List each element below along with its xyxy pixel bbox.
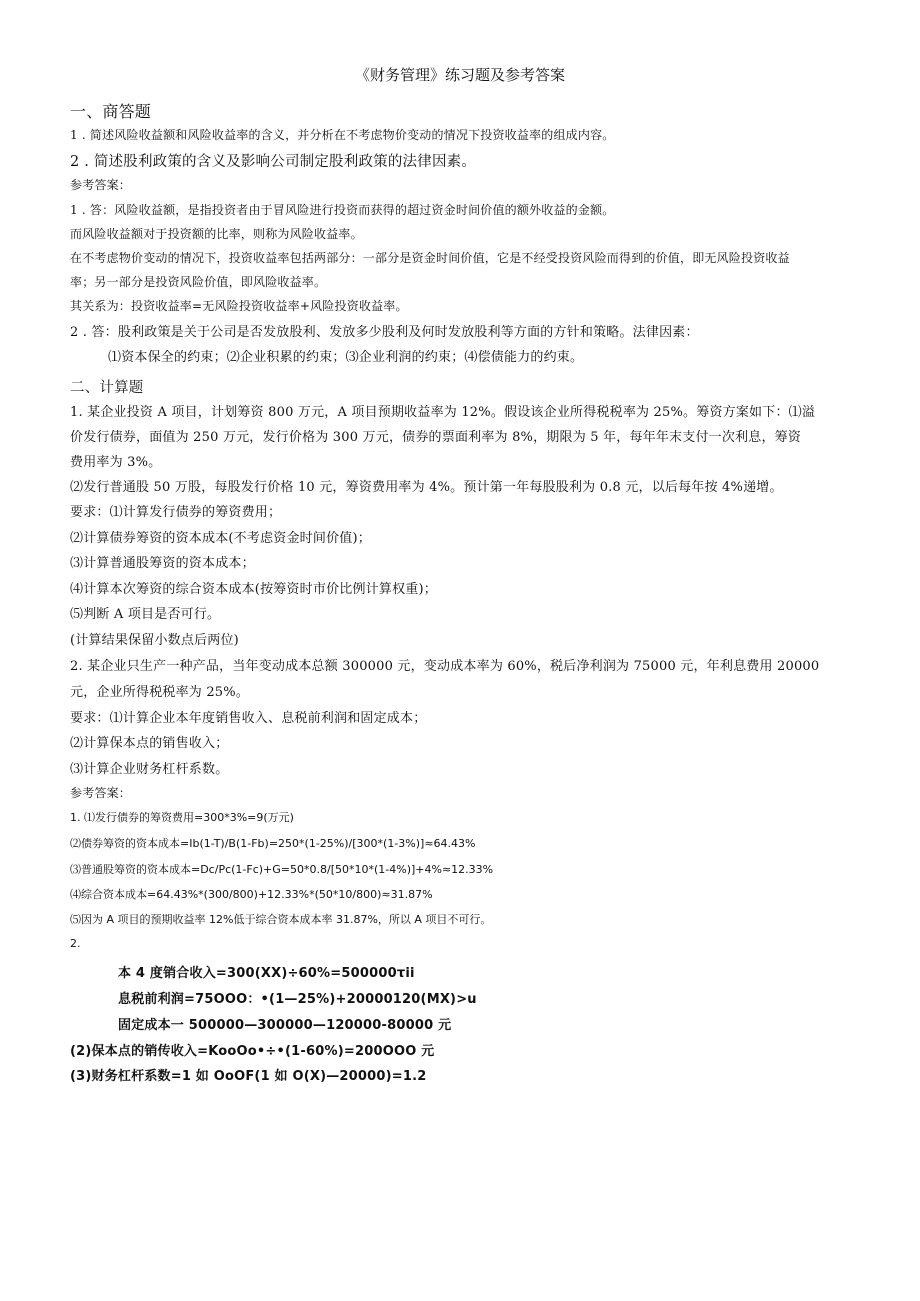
- document-title: 《财务管理》练习题及参考答案: [354, 66, 565, 84]
- section-heading-short-answer: 一、商答题: [70, 102, 152, 121]
- answer-1-line-2: 而风险收益额对于投资额的比率，则称为风险收益率。: [70, 227, 363, 241]
- problem-1-requirement-5: ⑸判断 A 项目是否可行。: [70, 607, 221, 622]
- reference-answer-label: 参考答案：: [70, 178, 132, 192]
- problem-1-line-4: ⑵发行普通股 50 万股，每股发行价格 10 元，筹资费用率为 4%。预计第一年每股股利为 0.8 元，以后每年按 4%递增。: [70, 480, 783, 495]
- calc-detail-fixed-cost: 固定成本一 500000—300000—120000-80000 元: [118, 1018, 452, 1033]
- problem-1-requirement-1: 要求：⑴计算发行债券的筹资费用；: [70, 505, 282, 520]
- calc-answer-1: 1. ⑴发行债券的筹资费用=300*3%=9(万元): [70, 811, 294, 824]
- calc-detail-ebit: 息税前利润=75OOO：•(1—25%)+20000120(MX)>u: [118, 992, 477, 1007]
- calc-detail-breakeven: (2)保本点的销传收入=KooOo•÷•(1-60%)=200OOO 元: [70, 1044, 435, 1059]
- problem-2-requirement-3: ⑶计算企业财务杠杆系数。: [70, 762, 229, 777]
- problem-2-line-2: 元，企业所得税税率为 25%。: [70, 685, 250, 700]
- calc-answer-5: ⑸因为 A 项目的预期收益率 12%低于综合资本成本率 31.87%，所以 A 项目不可行。: [70, 913, 492, 926]
- calc-answer-2-label: 2.: [70, 937, 81, 950]
- section-heading-calculation: 二、计算题: [70, 380, 144, 396]
- problem-1-line-1: 1. 某企业投资 A 项目，计划筹资 800 万元，A 项目预期收益率为 12%。假设该企业所得税税率为 25%。筹资方案如下：⑴溢: [70, 405, 816, 420]
- problem-2-requirement-2: ⑵计算保本点的销售收入；: [70, 736, 229, 751]
- calc-answer-2: ⑵债券筹资的资本成本=Ib(1-T)/B(1-Fb)=250*(1-25%)/[300*(1-3%)]≈64.43%: [70, 837, 476, 850]
- answer-2-line-2: ⑴资本保全的约束；⑵企业积累的约束；⑶企业利润的约束；⑷偿债能力的约束。: [108, 350, 584, 365]
- problem-1-requirement-3: ⑶计算普通股筹资的资本成本；: [70, 556, 255, 571]
- answer-1-line-3: 在不考虑物价变动的情况下，投资收益率包括两部分：一部分是资金时间价值，它是不经受投资风险而得到的价值，即无风险投资收益: [70, 251, 790, 265]
- problem-1-line-3: 费用率为 3%。: [70, 455, 162, 470]
- problem-1-requirement-2: ⑵计算债券筹资的资本成本(不考虑资金时间价值)；: [70, 531, 371, 546]
- reference-answer-label-2: 参考答案：: [70, 786, 132, 800]
- answer-1-line-5: 其关系为：投资收益率=无风险投资收益率+风险投资收益率。: [70, 299, 408, 313]
- problem-2-line-1: 2. 某企业只生产一种产品，当年变动成本总额 300000 元，变动成本率为 60%，税后净利润为 75000 元，年利息费用 20000: [70, 659, 820, 674]
- question-2: 2 . 简述股利政策的含义及影响公司制定股利政策的法律因素。: [70, 154, 477, 170]
- calc-detail-financial-leverage: (3)财务杠杆系数=1 如 OoOF(1 如 O(X)—20000)=1.2: [70, 1069, 427, 1084]
- calc-answer-4: ⑷综合资本成本=64.43%*(300/800)+12.33%*(50*10/800)≈31.87%: [70, 888, 433, 901]
- problem-2-requirement-1: 要求：⑴计算企业本年度销售收入、息税前利润和固定成本；: [70, 711, 427, 726]
- answer-1-line-4: 率；另一部分是投资风险价值，即风险收益率。: [70, 275, 327, 289]
- problem-1-requirement-4: ⑷计算本次筹资的综合资本成本(按筹资时市价比例计算权重)；: [70, 582, 437, 597]
- answer-1-line-1: 1 . 答：风险收益额，是指投资者由于冒风险进行投资而获得的超过资金时间价值的额外收益的金额。: [70, 203, 615, 217]
- problem-1-line-2: 价发行债券，面值为 250 万元，发行价格为 300 万元，债券的票面利率为 8%，期限为 5 年，每年年末支付一次利息，筹资: [70, 430, 802, 445]
- answer-2-line-1: 2 . 答：股利政策是关于公司是否发放股利、发放多少股利及何时发放股利等方面的方针和策略。法律因素：: [70, 325, 699, 340]
- calc-detail-sales: 本 4 度销合收入=300(XX)÷60%=500000τii: [118, 966, 415, 981]
- problem-1-rounding-note: (计算结果保留小数点后两位): [70, 633, 239, 648]
- calc-answer-3: ⑶普通股筹资的资本成本=Dc/Pc(1-Fc)+G=50*0.8/[50*10*(1-4%)]+4%≈12.33%: [70, 863, 494, 876]
- question-1: 1 . 简述风险收益额和风险收益率的含义，并分析在不考虑物价变动的情况下投资收益率的组成内容。: [70, 128, 615, 142]
